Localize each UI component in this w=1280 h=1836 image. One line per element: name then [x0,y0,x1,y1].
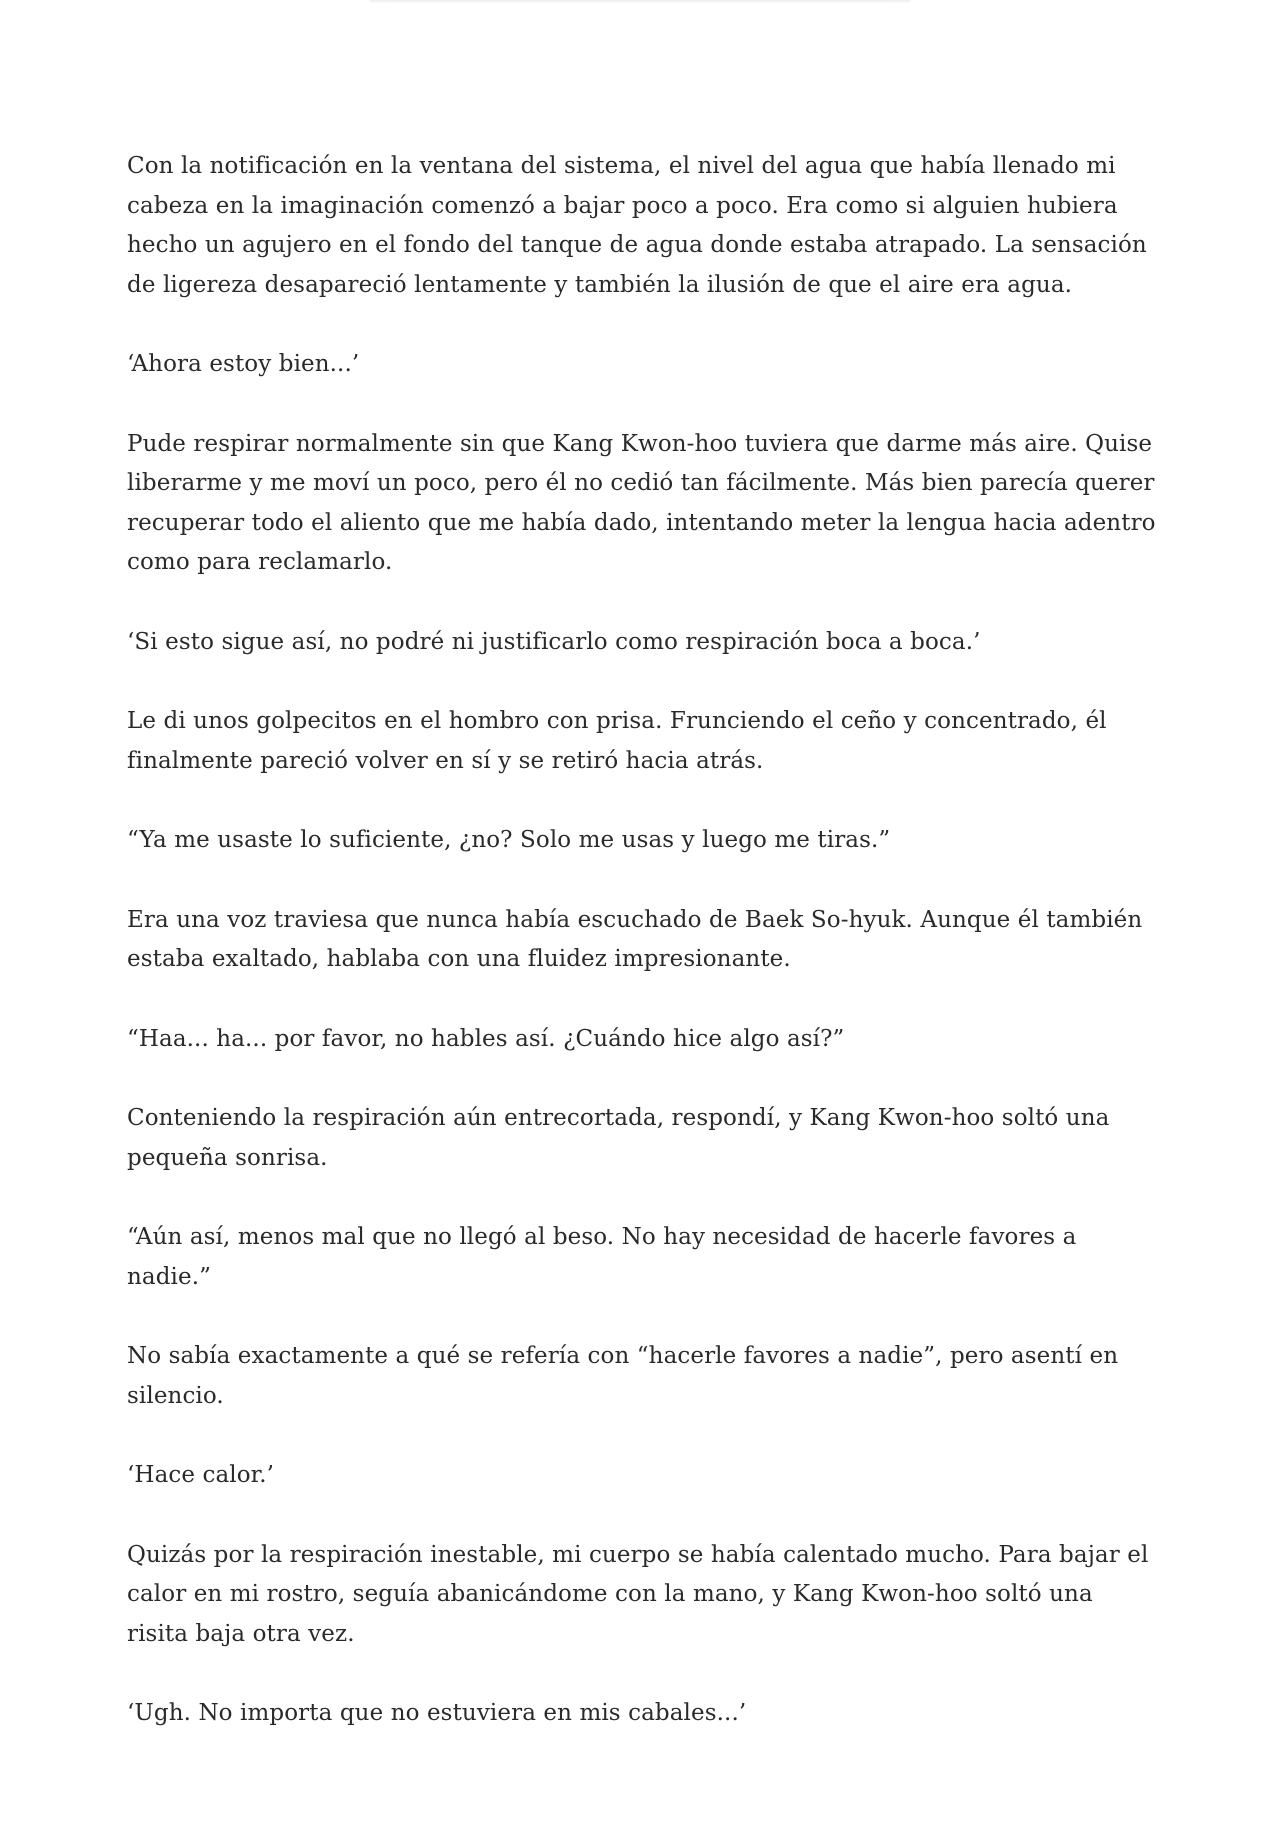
paragraph: “Aún así, menos mal que no llegó al beso. No hay necesidad de hacerle favores a nadie.” [127,1224,1077,1290]
paragraph: Le di unos golpecitos en el hombro con prisa. Frunciendo el ceño y concentrado, él finalmente pareció volver en sí y se retiró hacia atrás. [127,708,1107,774]
paragraph: Pude respirar normalmente sin que Kang Kwon-hoo tuviera que darme más aire. Quise liberarme y me moví un poco, pero él no cedió tan fácilmente. Más bien parecía querer recuperar todo el aliento que me había dado, intentando meter la lengua hacia adentro como para reclamarlo. [127,430,1156,575]
paragraph: Con la notificación en la ventana del sistema, el nivel del agua que había llenado mi cabeza en la imaginación comenzó a bajar poco a poco. Era como si alguien hubiera hecho un agujero en el fondo del tanque de agua donde estaba atrapado. La sensación de ligereza desapareció lentamente y también la ilusión de que el aire era agua. [127,153,1147,298]
paragraph: “Haa... ha... por favor, no hables así. ¿Cuándo hice algo así?” [127,1025,845,1052]
paragraph: ‘Ugh. No importa que no estuviera en mis cabales...’ [127,1700,747,1726]
paragraph: ‘Ahora estoy bien...’ [127,351,360,377]
paragraph: ‘Si esto sigue así, no podré ni justificarlo como respiración boca a boca.’ [127,628,981,655]
paragraph: “Ya me usaste lo suficiente, ¿no? Solo me usas y luego me tiras.” [127,827,891,853]
paragraph: Era una voz traviesa que nunca había escuchado de Baek So-hyuk. Aunque él también estaba exaltado, hablaba con una fluidez impresionante. [127,906,1143,972]
story-text [127,147,1157,1774]
paragraph: Quizás por la respiración inestable, mi cuerpo se había calentado mucho. Para bajar el calor en mi rostro, seguía abanicándome con la mano, y Kang Kwon-hoo soltó una risita baja otra vez. [127,1541,1149,1647]
top-edge-shadow [370,0,910,4]
paragraph: No sabía exactamente a qué se refería con “hacerle favores a nadie”, pero asentí en silencio. [127,1343,1119,1409]
paragraph: Conteniendo la respiración aún entrecortada, respondí, y Kang Kwon-hoo soltó una pequeña sonrisa. [127,1105,1110,1171]
paragraph: ‘Hace calor.’ [127,1462,275,1488]
